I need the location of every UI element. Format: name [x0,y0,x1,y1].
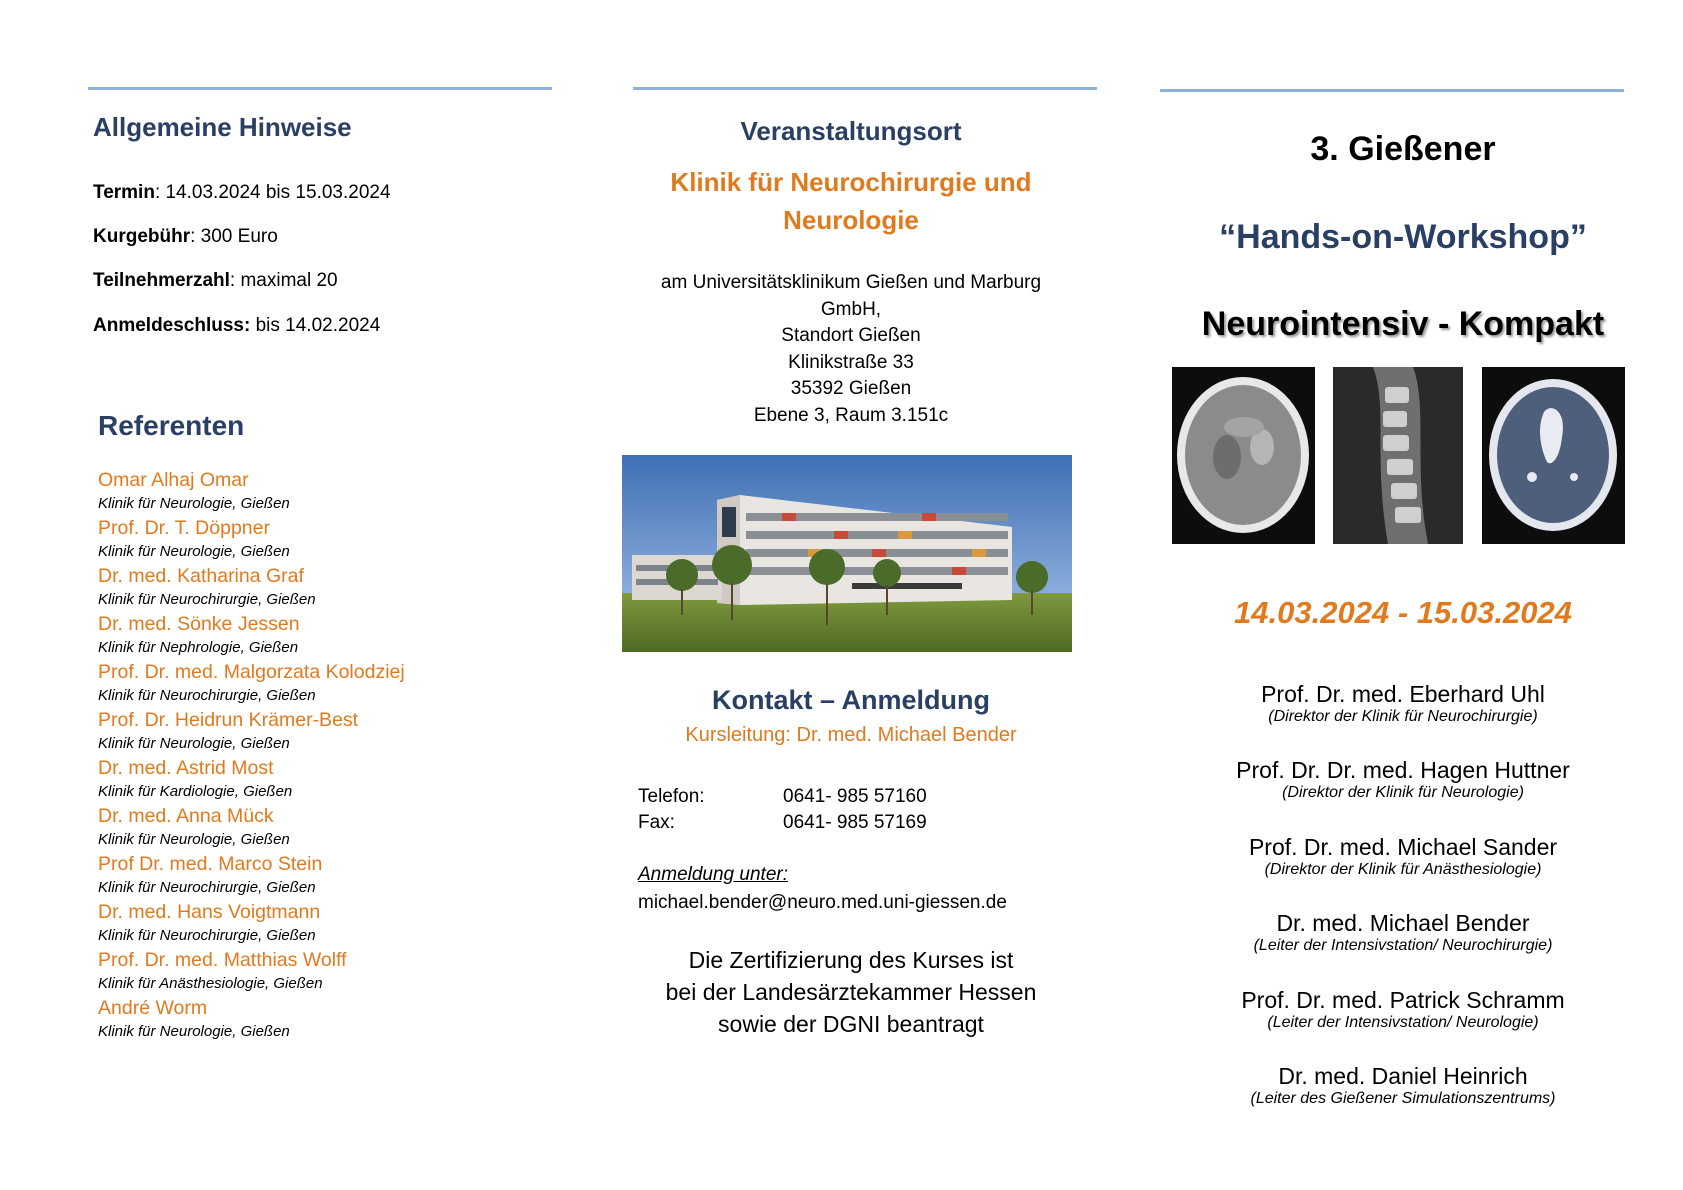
column3-top-rule [1160,89,1624,92]
certification-line: Die Zertifizierung des Kurses ist [688,947,1014,973]
organizer-role: (Direktor der Klinik für Neurochirurgie) [1268,708,1538,725]
speaker-item [98,804,558,852]
organizer-name: Dr. med. Daniel Heinrich [1278,1063,1528,1089]
phone-number: 0641- 985 57160 [783,786,927,807]
organizer-name: Prof. Dr. Dr. med. Hagen Huttner [1236,757,1570,783]
speaker-name: Dr. med. Astrid Most [98,757,274,779]
speaker-clinic: Klinik für Kardiologie, Gießen [98,783,293,800]
speaker-item [98,948,558,996]
organizer-role: (Leiter des Gießener Simulationszentrums) [1250,1090,1556,1107]
speaker-name: Dr. med. Sönke Jessen [98,613,300,635]
organizer-item [1163,1063,1643,1109]
phone-label: Telefon: [638,786,705,807]
info-fee-label: Kurgebühr [93,226,191,247]
speaker-name: Dr. med. Anna Mück [98,805,274,827]
ct-spine-illustration [1333,367,1463,544]
speaker-item [98,996,558,1044]
venue-clinic-line2: Neurologie [783,205,919,235]
organizer-role: (Direktor der Klinik für Anästhesiologie) [1264,861,1542,878]
info-deadline [93,315,380,337]
speaker-item [98,612,558,660]
speaker-clinic: Klinik für Neurochirurgie, Gießen [98,879,316,896]
building-illustration [622,455,1072,652]
organizer-name: Prof. Dr. med. Patrick Schramm [1241,987,1565,1013]
speaker-name: Dr. med. Katharina Graf [98,565,304,587]
speaker-item [98,564,558,612]
speaker-item [98,516,558,564]
organizer-item [1163,757,1643,803]
course-lead: Kursleitung: Dr. med. Michael Bender [685,724,1017,746]
speaker-clinic: Klinik für Neurologie, Gießen [98,495,290,512]
cover-title-line3: Neurointensiv - Kompakt [1201,305,1605,343]
info-date-label: Termin [93,182,155,203]
organizer-name: Dr. med. Michael Bender [1276,910,1530,936]
registration-label: Anmeldung unter: [638,864,788,885]
ct-scan-image-1 [1172,367,1315,544]
speaker-name: André Worm [98,997,208,1019]
organizer-role: (Leiter der Intensivstation/ Neurologie) [1267,1014,1539,1031]
speaker-item [98,660,558,708]
organizer-name: Prof. Dr. med. Michael Sander [1248,834,1558,860]
address-line: am Universitätsklinikum Gießen und Marburg [660,272,1042,293]
organizer-item [1163,910,1643,956]
speaker-name: Dr. med. Hans Voigtmann [98,901,321,923]
organizer-item [1163,834,1643,880]
column2-top-rule [633,87,1097,90]
certification-line: bei der Landesärztekammer Hessen [665,979,1037,1005]
address-line: 35392 Gießen [790,378,912,399]
address-line: Ebene 3, Raum 3.151c [753,404,949,426]
speaker-name: Prof. Dr. Heidrun Krämer-Best [98,709,359,731]
speakers-title: Referenten [98,410,245,441]
contact-title: Kontakt – Anmeldung [711,685,990,715]
fax-label: Fax: [638,812,675,833]
info-participants-label: Teilnehmerzahl [93,270,230,291]
info-deadline-value: bis 14.02.2024 [250,315,381,336]
phone-row [638,786,927,808]
speaker-item [98,900,558,948]
speaker-clinic: Klinik für Neurologie, Gießen [98,1023,290,1040]
speaker-name: Omar Alhaj Omar [98,469,249,491]
ct-hemorrhage-illustration [1482,367,1625,544]
speaker-clinic: Klinik für Neurochirurgie, Gießen [98,591,316,608]
fax-row [638,812,927,834]
ct-axial-illustration [1172,367,1315,544]
organizer-role: (Direktor der Klinik für Neurologie) [1282,784,1524,801]
column1-top-rule [88,87,552,90]
info-deadline-label: Anmeldeschluss: [93,315,251,336]
speaker-item [98,756,558,804]
venue-title: Veranstaltungsort [740,116,962,146]
speaker-clinic: Klinik für Neurologie, Gießen [98,831,290,848]
info-fee-value: : 300 Euro [190,226,278,247]
venue-address [616,270,1086,429]
speaker-name: Prof Dr. med. Marco Stein [98,853,323,875]
speaker-clinic: Klinik für Nephrologie, Gießen [98,639,299,656]
organizer-role: (Leiter der Intensivstation/ Neurochirurgie) [1253,937,1553,954]
organizer-name: Prof. Dr. med. Eberhard Uhl [1261,681,1545,707]
certification-line: sowie der DGNI beantragt [718,1011,984,1037]
clinic-building-photo [622,455,1072,652]
address-line: Klinikstraße 33 [788,351,914,373]
ct-scan-image-2 [1333,367,1463,544]
venue-clinic-line1: Klinik für Neurochirurgie und [670,167,1032,197]
address-line: GmbH, [820,298,882,320]
speaker-clinic: Klinik für Neurologie, Gießen [98,735,290,752]
general-info-title: Allgemeine Hinweise [93,112,352,142]
organizer-item [1163,987,1643,1033]
speaker-name: Prof. Dr. med. Malgorzata Kolodziej [98,661,405,683]
speaker-name: Prof. Dr. med. Matthias Wolff [98,949,347,971]
info-participants [93,270,338,292]
event-dates: 14.03.2024 - 15.03.2024 [1234,595,1572,630]
cover-title-line1: 3. Gießener [1310,130,1496,168]
speaker-clinic: Klinik für Neurochirurgie, Gießen [98,687,316,704]
speaker-item [98,708,558,756]
certification-note [616,944,1086,1040]
cover-title-line2: “Hands-on-Workshop” [1219,218,1587,256]
speaker-clinic: Klinik für Anästhesiologie, Gießen [98,975,323,992]
registration-email-link[interactable]: michael.bender@neuro.med.uni-giessen.de [638,892,1007,913]
info-participants-value: : maximal 20 [229,270,338,291]
speaker-item [98,468,558,516]
info-date [93,182,391,204]
speaker-clinic: Klinik für Neurochirurgie, Gießen [98,927,316,944]
speaker-item [98,852,558,900]
organizer-item [1163,681,1643,727]
venue-clinic [616,163,1086,239]
speakers-list [98,468,558,1044]
address-line: Standort Gießen [781,325,921,346]
info-date-value: : 14.03.2024 bis 15.03.2024 [154,182,391,203]
ct-scan-image-3 [1482,367,1625,544]
fax-number: 0641- 985 57169 [783,812,927,833]
speaker-clinic: Klinik für Neurologie, Gießen [98,543,290,560]
speaker-name: Prof. Dr. T. Döppner [98,517,270,539]
info-fee [93,226,278,248]
